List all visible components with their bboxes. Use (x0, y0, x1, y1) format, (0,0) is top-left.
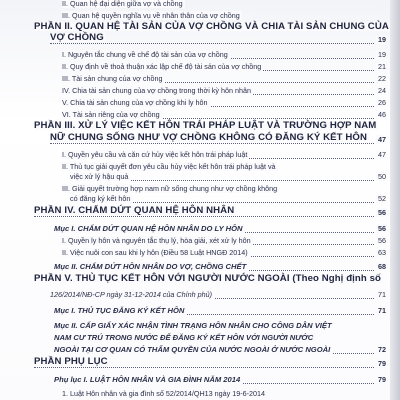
toc-entry-text: IV. Chia tài sản chung của vợ chồng trong thời kỳ hôn nhân (62, 86, 251, 95)
toc-entry-text: III. Giải quyết trường hợp nam nữ sống chung như vợ chồng không (62, 184, 278, 193)
toc-row[interactable] (0, 358, 400, 370)
toc-row[interactable] (0, 73, 400, 85)
toc-row[interactable] (0, 193, 400, 205)
toc-entry-text: VI. Tài sản riêng của vợ chồng (62, 110, 160, 119)
toc-part-heading: PHẦN PHỤ LỤC (34, 356, 108, 367)
toc-part-heading: PHẦN IV. CHẤM DỨT QUAN HỆ HÔN NHÂN (34, 205, 235, 216)
toc-entry-text: I. Quyền ly hôn và nguyên tắc thụ lý, hòa giải, xét xử ly hôn (62, 236, 251, 245)
toc-section-heading: NGOÀI TẠI CƠ QUAN CÓ THẨM QUYỀN CỦA NƯỚC NGOÀI Ở NƯỚC NGOÀI (54, 345, 331, 354)
toc-part-heading: VỢ CHỒNG (50, 32, 104, 43)
toc-row[interactable] (0, 61, 400, 73)
toc-section-heading: NAM CƯ TRÚ TRONG NƯỚC ĐỂ ĐĂNG KÝ KẾT HÔN VỚI NGƯỜI NƯỚC (54, 333, 314, 342)
toc-page-number: 71 (378, 290, 386, 299)
toc-row[interactable] (0, 305, 400, 317)
toc-row[interactable] (0, 149, 400, 161)
toc-entry-text: II. Quy định về thoả thuận xác lập chế độ tài sản của vợ chồng (62, 62, 262, 71)
toc-entry-text: I. Nguyên tắc chung về chế độ tài sản của vợ chồng (62, 50, 228, 59)
toc-page-number: 46 (378, 110, 386, 119)
toc-row[interactable] (0, 320, 400, 332)
toc-entry-text: V. Chia tài sản chung của vợ chồng khi ly hôn (62, 98, 208, 107)
toc-row[interactable] (0, 134, 400, 146)
toc-page-number: 68 (378, 262, 386, 271)
toc-section-heading: Mục I. THỦ TỤC ĐĂNG KÝ KẾT HÔN (54, 306, 185, 315)
toc-section-heading: Mục II. CHẤM DỨT HÔN NHÂN DO VỢ, CHỒNG CHẾT (54, 262, 247, 271)
toc-row[interactable] (0, 171, 400, 183)
toc-page-number: 79 (378, 375, 386, 384)
toc-row[interactable] (0, 34, 400, 46)
toc-page-number: 22 (378, 74, 386, 83)
toc-entry-text: II. Thủ tục giải quyết đơn yêu cầu hủy việc kết hôn trái pháp luật và (62, 162, 276, 171)
toc-page-number: 19 (378, 35, 386, 44)
toc-part-heading: PHẦN II. QUAN HỆ TÀI SẢN CỦA VỢ CHỒNG VÀ CHIA TÀI SẢN CHUNG CỦA (34, 21, 389, 32)
toc-part-heading: PHẦN III. XỬ LÝ VIỆC KẾT HÔN TRÁI PHÁP LUẬT VÀ TRƯỜNG HỢP NAM (34, 120, 377, 131)
toc-section-heading: Mục II. CẤP GIẤY XÁC NHẬN TÌNH TRẠNG HÔN NHÂN CHO CÔNG DÂN VIỆT (54, 321, 332, 330)
toc-page-number: 63 (378, 248, 386, 257)
toc-entry-text: II. Việc nuôi con sau khi ly hôn (Điều 58 Luật HNGĐ 2014) (62, 248, 248, 257)
toc-page-number: 19 (378, 50, 386, 59)
toc-page-number: 56 (378, 224, 386, 233)
toc-row[interactable] (0, 332, 400, 344)
toc-page-number: 79 (378, 359, 386, 368)
toc-part-heading: PHẦN V. THỦ TỤC KẾT HÔN VỚI NGƯỜI NƯỚC NGOÀI (Theo Nghị định số (34, 273, 382, 284)
toc-row[interactable] (0, 223, 400, 235)
toc-row[interactable] (0, 247, 400, 259)
toc-page-number: 26 (378, 98, 386, 107)
toc-entry-text: III. Tài sản chung của vợ chồng (62, 74, 163, 83)
toc-page-number: 56 (378, 236, 386, 245)
toc-entry-text: việc xử lý hậu quả (70, 172, 129, 181)
toc-section-heading: Mục I. CHẤM DỨT QUAN HỆ HÔN NHÂN DO LY HÔN (54, 224, 243, 233)
toc-row[interactable] (0, 49, 400, 61)
toc-entry-text: II. Quan hệ đại diện giữa vợ và chồng (62, 0, 183, 8)
toc-page-number: 47 (378, 135, 386, 144)
toc-page-number: 72 (378, 345, 386, 354)
toc-page-number: 24 (378, 86, 386, 95)
toc-page-number: 71 (378, 306, 386, 315)
toc-row[interactable] (0, 0, 400, 10)
page-edge-shadow (390, 0, 400, 400)
toc-page-number: 47 (378, 150, 386, 159)
toc-page-number: 52 (378, 194, 386, 203)
toc-row[interactable] (0, 289, 400, 301)
toc-row[interactable] (0, 275, 400, 287)
toc-row[interactable] (0, 85, 400, 97)
toc-entry-text: III. Quan hệ quyền nghĩa vụ về nhân thân của vợ chồng (62, 11, 240, 20)
toc-row[interactable] (0, 207, 400, 219)
toc-part-heading: NỮ CHUNG SỐNG NHƯ VỢ CHỒNG KHÔNG CÓ ĐĂNG KÝ KẾT HÔN (50, 132, 368, 143)
toc-page-number: 56 (378, 208, 386, 217)
toc-row[interactable] (0, 235, 400, 247)
toc-section-heading: Phụ lục I. LUẬT HÔN NHÂN VÀ GIA ĐÌNH NĂM 2014 (54, 375, 241, 384)
toc-entry-text: 126/2014/NĐ-CP ngày 31-12-2014 của Chính phủ) (50, 290, 212, 299)
toc-row[interactable] (0, 97, 400, 109)
toc-page-number: 50 (378, 172, 386, 181)
toc-row[interactable] (0, 388, 400, 400)
toc-page-number: 21 (378, 62, 386, 71)
toc-entry-text: có đăng ký kết hôn (70, 194, 131, 203)
toc-entry-text: I. Quyền yêu cầu và căn cứ hủy việc kết hôn trái pháp luật (62, 150, 248, 159)
toc-row[interactable] (0, 261, 400, 273)
toc-row[interactable] (0, 344, 400, 356)
toc-row[interactable] (0, 374, 400, 386)
toc-entry-text: 1. Luật Hôn nhân và gia đình số 52/2014/QH13 ngày 19-6-2014 (62, 389, 265, 398)
